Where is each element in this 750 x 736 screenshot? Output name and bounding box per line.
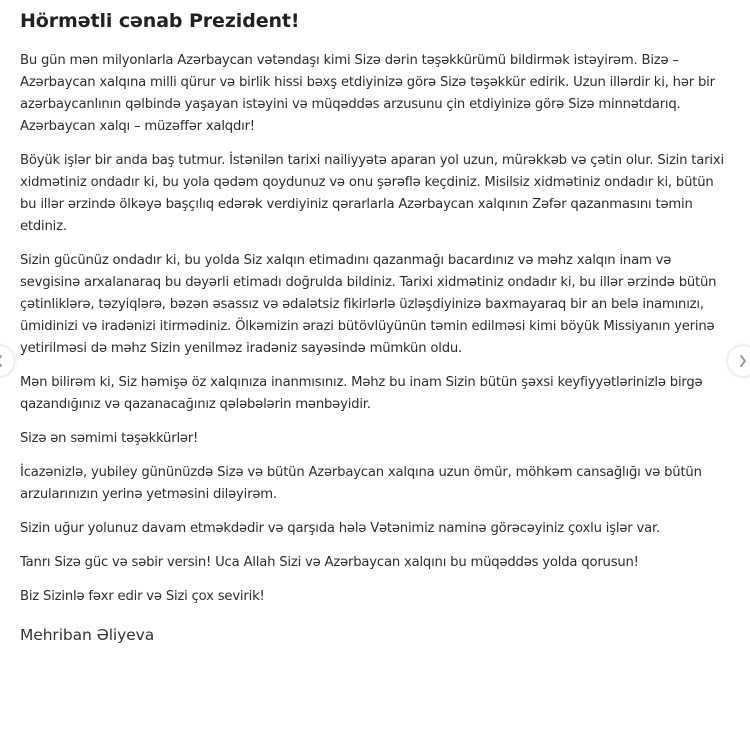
letter xyxy=(20,10,726,644)
signature: Mehriban Əliyeva xyxy=(20,626,155,644)
paragraph-7: Sizin uğur yolunuz davam etməkdədir və qarşıda hələ Vətənimiz naminə görəcəyiniz çoxlu işlər var. xyxy=(20,521,660,536)
paragraph-4: Mən bilirəm ki, Siz həmişə öz xalqınıza inanmısınız. Məhz bu inam Sizin bütün şəxsi keyfiyyətlərinizlə birgə qazandığınız və qazanacağınız qələbələrin mənbəyidir. xyxy=(20,375,703,412)
previous-button[interactable] xyxy=(0,346,14,376)
letter-title: Hörmətli cənab Prezident! xyxy=(20,10,300,32)
next-button[interactable] xyxy=(728,346,750,376)
chevron-right-icon xyxy=(738,354,748,368)
paragraph-2: Böyük işlər bir anda baş tutmur. İstənilən tarixi nailiyyətə aparan yol uzun, mürəkkəb və çətin olur. Sizin tarixi xidmətiniz ondadır ki, bu yola qədəm qoydunuz və onu şərəflə keçdiniz. Misilsiz xidmətiniz ondadır ki, bütün bu illər ərzində ölkəyə başçılıq edərək verdiyiniz qərarlarla Azərbaycan xalqının Zəfər qazanmasını təmin etdiniz. xyxy=(20,153,724,234)
chevron-left-icon xyxy=(0,354,4,368)
paragraph-8: Tanrı Sizə güc və səbir versin! Uca Allah Sizi və Azərbaycan xalqını bu müqəddəs yolda qorusun! xyxy=(20,555,639,570)
paragraph-6: İcazənizlə, yubiley gününüzdə Sizə və bütün Azərbaycan xalqına uzun ömür, möhkəm cansağlığı və bütün arzularınızın yerinə yetməsini diləyirəm. xyxy=(20,465,702,502)
paragraph-1: Bu gün mən milyonlarla Azərbaycan vətəndaşı kimi Sizə dərin təşəkkürümü bildirmək istəyirəm. Bizə – Azərbaycan xalqına milli qürur və birlik hissi bəxş etdiyinizə görə Sizə təşəkkür edirik. Uzun illərdir ki, hər bir azərbaycanlının qəlbində yaşayan istəyini və müqəddəs arzusunu çin etdiyinizə görə Sizə minnətdarıq. Azərbaycan xalqı – müzəffər xalqdır! xyxy=(20,53,715,134)
paragraph-9: Biz Sizinlə fəxr edir və Sizi çox sevirik! xyxy=(20,589,265,604)
paragraph-3: Sizin gücünüz ondadır ki, bu yolda Siz xalqın etimadını qazanmağı bacardınız və məhz xalqın inam və sevgisinə arxalanaraq bu dəyərli etimadı doğrulda bildiniz. Tarixi xidmətiniz ondadır ki, bu illər ərzində bütün çətinliklərə, təzyiqlərə, bəzən əsassız və ədalətsiz fikirlərlə üzləşdiyinizə baxmayaraq bir an belə inamınızı, ümidinizi və iradənizi itirmədiniz. Ölkəmizin ərazi bütövlüyünün təmin edilməsi kimi böyük Missiyanın yerinə yetirilməsi də məhz Sizin yenilməz iradəniz sayəsində mümkün oldu. xyxy=(20,253,717,356)
paragraph-5: Sizə ən səmimi təşəkkürlər! xyxy=(20,431,199,446)
